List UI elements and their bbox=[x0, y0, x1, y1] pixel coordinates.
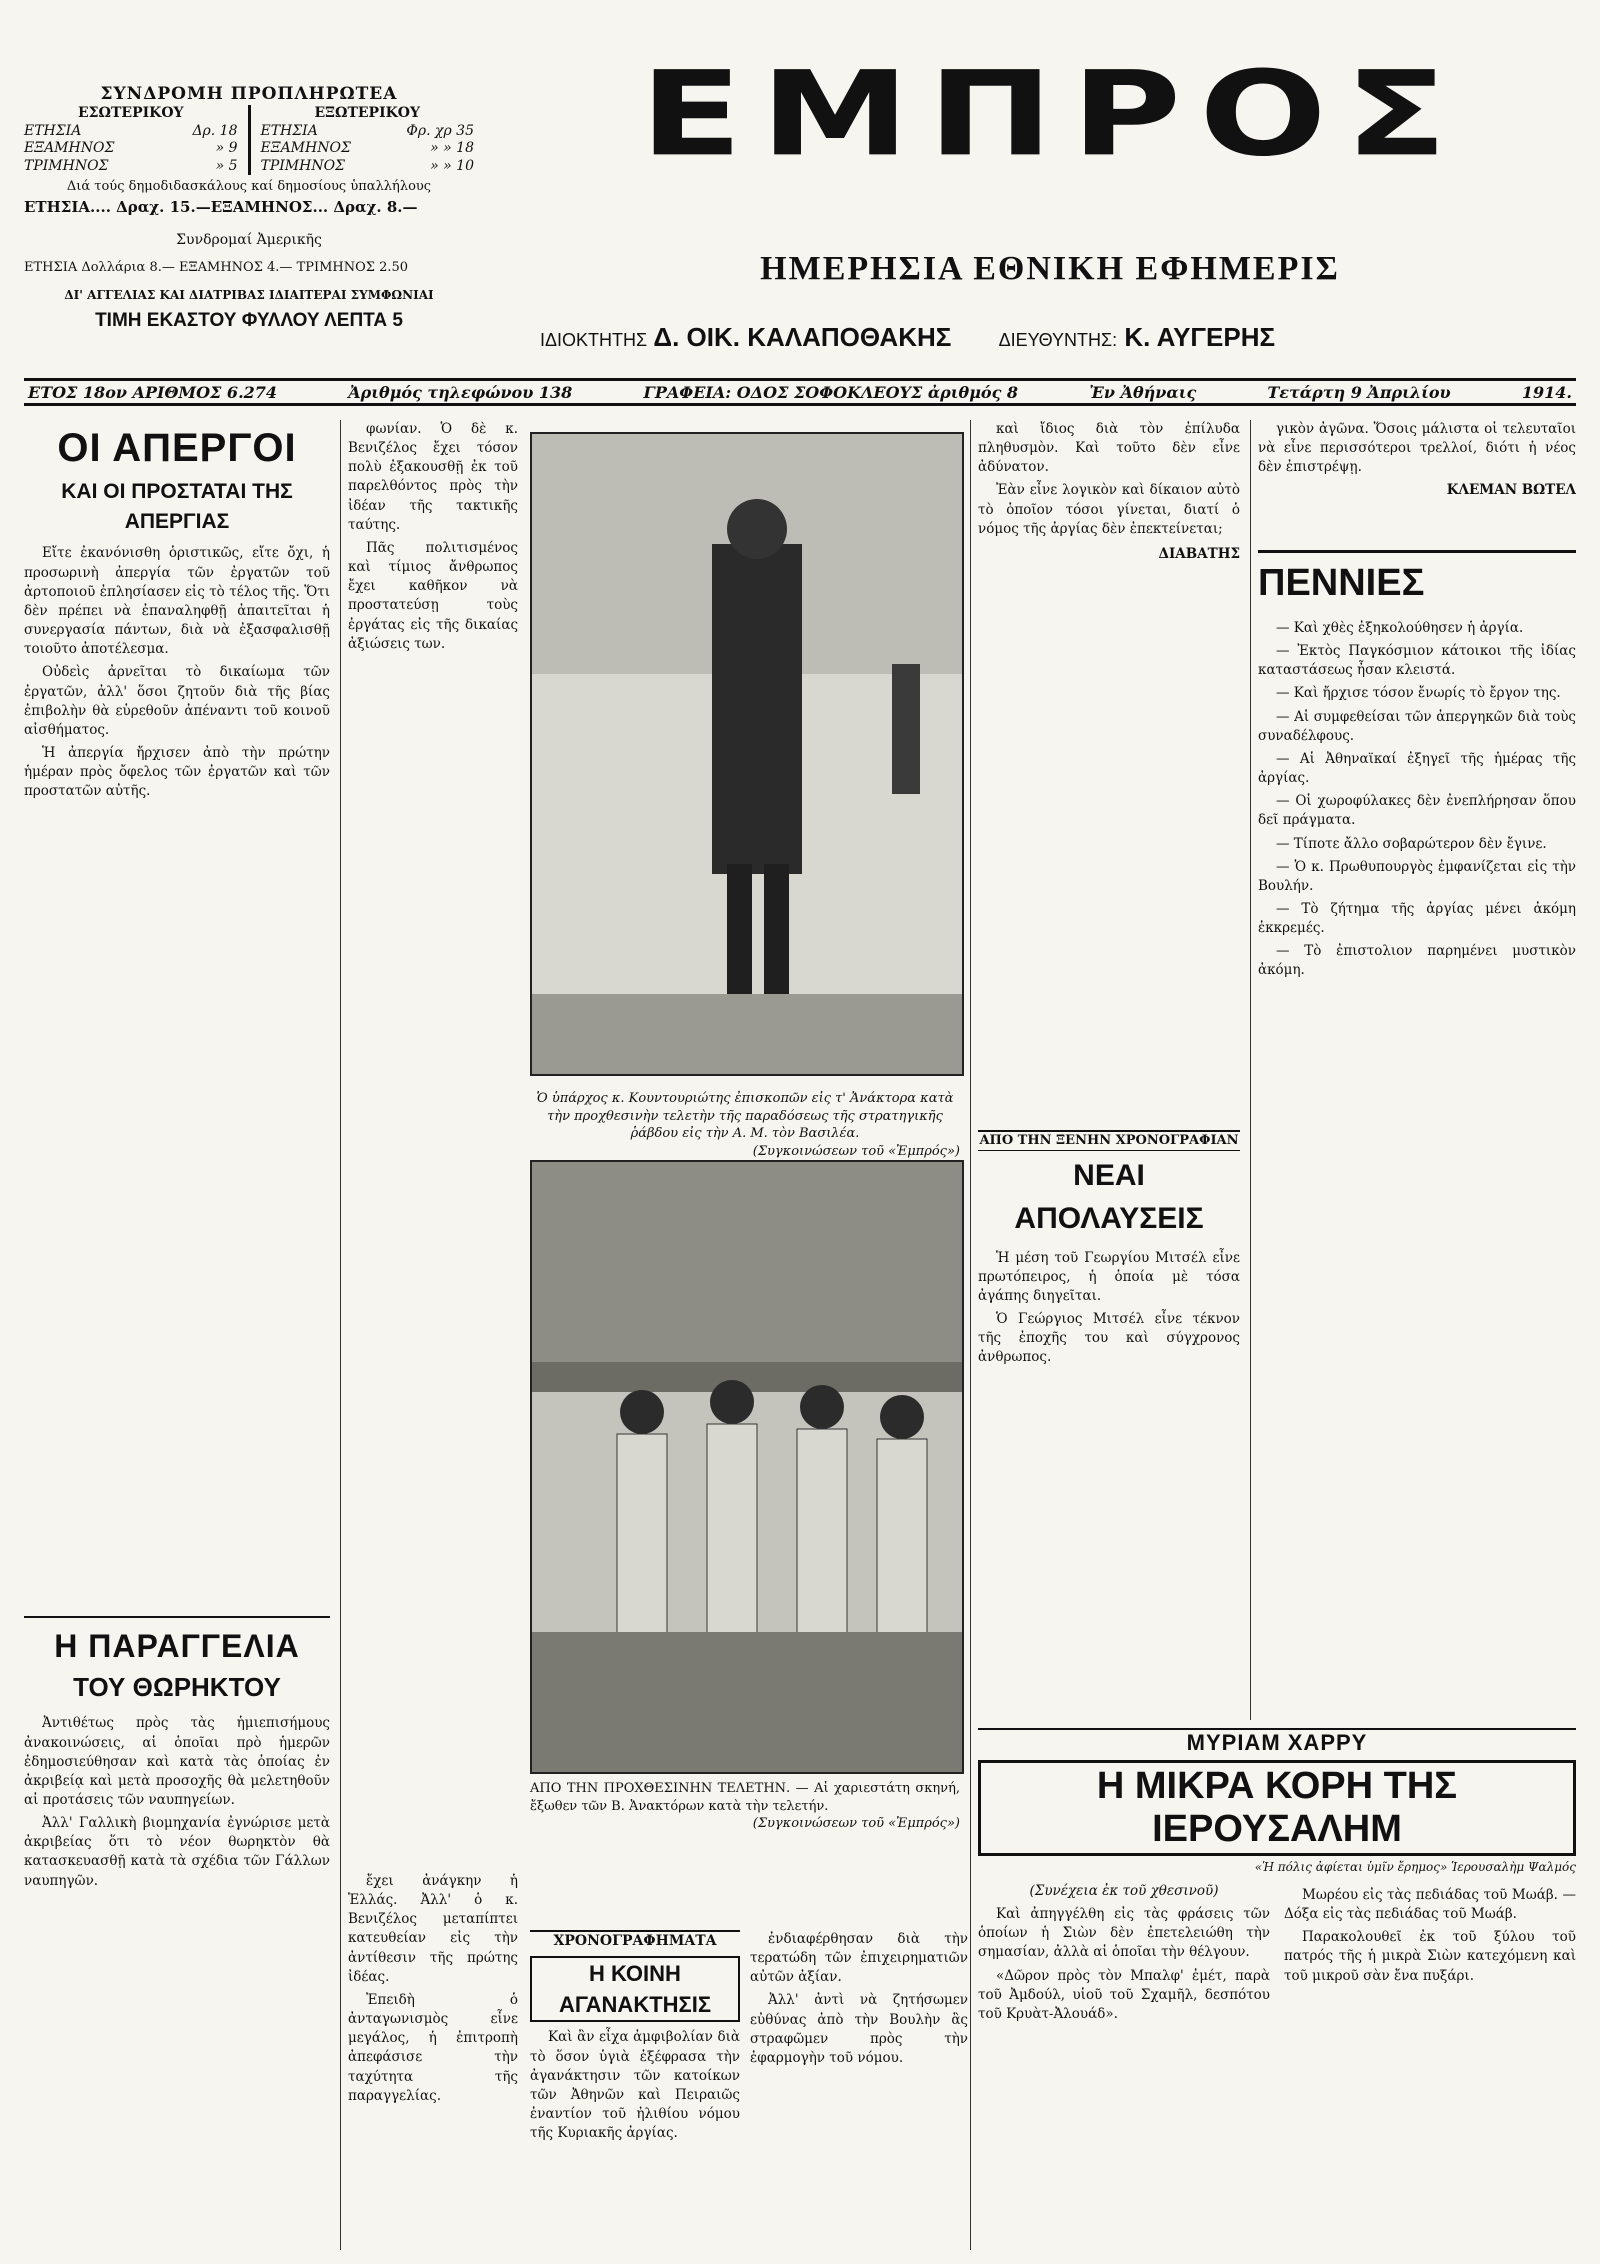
row-label: ΕΤΗΣΙΑ bbox=[260, 122, 318, 139]
director-name: Κ. ΑΥΓΕΡΗΣ bbox=[1124, 322, 1276, 352]
pennies-list bbox=[1258, 619, 1576, 981]
row-price: » » 10 bbox=[430, 157, 474, 174]
list-item: — Καὶ ἤρχισε τόσον ἔνωρίς τὸ ἔργον της. bbox=[1276, 685, 1561, 702]
guards-group-icon bbox=[532, 1162, 962, 1772]
america-prices: ΕΤΗΣΙΑ Δολλάρια 8.— ΕΞΑΜΗΝΟΣ 4.— ΤΡΙΜΗΝΟΣ 2.50 bbox=[24, 259, 409, 275]
exterior-row bbox=[261, 123, 475, 141]
row-label: ΕΞΑΜΗΝΟΣ bbox=[24, 140, 115, 157]
paragraph: Ἀλλ' ἀντὶ νὰ ζητήσωμεν εὐθύνας ἀπὸ τὴν Βουλὴν ἂς στραφῶμεν πρὸς τὴν ἐφαρμογὴν τοῦ νόμου. bbox=[750, 1992, 968, 2066]
column-divider bbox=[1250, 420, 1251, 1720]
article-subtitle: ΚΑΙ ΟΙ ΠΡΟΣΤΑΤΑΙ ΤΗΣ ΑΠΕΡΓΙΑΣ bbox=[61, 479, 293, 533]
subscription-prices bbox=[24, 105, 474, 175]
article-title: Η ΠΑΡΑΓΓΕΛΙΑ bbox=[54, 1628, 300, 1664]
list-item: — Αἱ Ἀθηναϊκαί ἐξηγεῖ τῆς ἡμέρας τῆς ἀργίας. bbox=[1258, 750, 1576, 787]
paragraph: Ὁ Γεώργιος Μιτσέλ εἶνε τέκνον τῆς ἐποχῆς του καὶ σύγχρονος ἀνθρωπος. bbox=[978, 1311, 1240, 1366]
column-divider bbox=[970, 420, 971, 2250]
novel-title: Η ΜΙΚΡΑ ΚΟΡΗ ΤΗΣ ΙΕΡΟΥΣΑΛΗΜ bbox=[978, 1760, 1576, 1856]
paragraph: Παρακολουθεῖ ἐκ τοῦ ξύλου τοῦ πατρός τῆς ἡ μικρὰ Σιὼν κατεχόμενη καὶ τοῦ μικροῦ σὰν ἔνα πυξάρι. bbox=[1284, 1929, 1576, 1984]
list-item: — Ἐκτὸς Παγκόσμιον κάτοικοι τῆς ἰδίας καταστάσεως ἦσαν κλειστά. bbox=[1258, 643, 1576, 679]
exterior-row bbox=[261, 158, 475, 176]
list-item: — Τὸ ζήτημα τῆς ἀργίας μένει ἀκόμη ἐκκρεμές. bbox=[1258, 900, 1576, 937]
article-title: Η ΚΟΙΝΗ ΑΓΑΝΑΚΤΗΣΙΣ bbox=[530, 1956, 740, 2022]
date: Τετάρτη 9 Ἀπριλίου bbox=[1267, 382, 1451, 402]
list-item: — Αἱ συμφεθείσαι τῶν ἀπεργηκῶν διὰ τοὺς συναδέλφους. bbox=[1258, 708, 1576, 744]
office-address: ΓΡΑΦΕΙΑ: ΟΔΟΣ ΣΟΦΟΚΛΕΟΥΣ ἀριθμός 8 bbox=[643, 382, 1019, 402]
article-title: ΠΕΝΝΙΕΣ bbox=[1258, 550, 1576, 611]
price-line: ΤΙΜΗ ΕΚΑΣΤΟΥ ΦΥΛΛΟΥ ΛΕΠΤΑ 5 bbox=[95, 310, 403, 331]
interior-prices bbox=[24, 105, 238, 175]
place: Ἐν Ἀθήναις bbox=[1089, 382, 1197, 402]
caption-text: Ὁ ὑπάρχος κ. Κουντουριώτης ἐπισκοπῶν εἰς τ' Ἀνάκτορα κατὰ τὴν προχθεσινὴν τελετὴν τῆς παραδόσεως τῆς στρατηγικῆς ῥάβδου εἰς τὴν Α. Μ. τὸν Βασιλέα. bbox=[536, 1091, 954, 1142]
photo-guards bbox=[530, 1160, 964, 1774]
paragraph: Πᾶς πολιτισμένος καὶ τίμιος ἄνθρωπος ἔχει καθῆκον νὰ προστατεύσῃ τοὺς ἐργάτας εἰς τῆς δικαίας ἀξιώσεις των. bbox=[348, 539, 518, 652]
exterior-prices bbox=[261, 105, 475, 175]
teachers-line: Διά τούς δημοδιδασκάλους καί δημοσίους ὑπαλλήλους bbox=[66, 179, 432, 195]
caption-credit: (Συγκοινώσεων τοῦ «Ἐμπρός») bbox=[752, 1143, 960, 1159]
ads-line: ΔΙ' ΑΓΓΕΛΙΑΣ ΚΑΙ ΔΙΑΤΡΙΒΑΣ ΙΔΙΑΙΤΕΡΑΙ ΣΥΜΦΩΝΙΑΙ bbox=[64, 288, 434, 302]
signature: ΔΙΑΒΑΤΗΣ bbox=[1158, 545, 1240, 562]
col4-bottom bbox=[750, 1930, 968, 2250]
paragraph: καὶ ἴδιος διὰ τὸν ἐπίλυδα πληθυσμὸν. Καὶ τοῦτο δὲν εἶνε ἀδύνατον. bbox=[978, 421, 1240, 476]
interior-row bbox=[24, 140, 238, 158]
paragraph: φωνίαν. Ὁ δὲ κ. Βενιζέλος ἔχει τόσον πολὺ ἐξακουσθῇ ἐκ τοῦ παρελθόντος πρὸς τὴν ἰδέαν τῆς τακτικῆς ταύτης. bbox=[348, 421, 518, 533]
paragraph: Ἐπειδὴ ὁ ἀνταγωνισμὸς εἶνε μεγάλος, ἡ ἐπιτροπὴ ἀπεφάσισε τὴν ταχύτητα τῆς παραγγελίας. bbox=[348, 1991, 518, 2104]
row-label: ΤΡΙΜΗΝΟΣ bbox=[24, 157, 109, 174]
paragraph: Ἀντιθέτως πρὸς τὰς ἡμιεπισήμους ἀνακοινώσεις, αἱ ὁποῖαι πρὸ ἡμερῶν ἐδημοσιεύθησαν καὶ κατὰ τὰς ὁποίας ἐν ἀκριβείᾳ καὶ μετὰ προσοχῆς θὰ μελετηθοῦν αἱ προτάσεις τῶν ναυπηγείων. bbox=[24, 1715, 330, 1808]
subscription-title: ΣΥΝΔΡΟΜΗ ΠΡΟΠΛΗΡΩΤΕΑ bbox=[100, 84, 398, 104]
signature: ΚΛΕΜΑΝ ΒΩΤΕΛ bbox=[1446, 482, 1576, 499]
divider bbox=[248, 105, 251, 175]
novel-continued: (Συνέχεια ἐκ τοῦ χθεσινοῦ) bbox=[1029, 1883, 1219, 1899]
list-item: — Οἱ χωροφύλακες δὲν ἐνεπλήρησαν ὅπου δεῖ πράγματα. bbox=[1258, 793, 1576, 829]
paragraph: Ἐὰν εἶνε λογικὸν καὶ δίκαιον αὐτὸ τὸ ὁποῖον τόσοι γίνεται, διατί ὁ νόμος τῆς ἀργίας δὲν ἐπεκτείνεται; bbox=[978, 482, 1240, 537]
novel-body bbox=[978, 1882, 1576, 2028]
masthead-subtitle: ΗΜΕΡΗΣΙΑ ΕΘΝΙΚΗ ΕΦΗΜΕΡΙΣ bbox=[760, 250, 1340, 287]
row-price: » » 18 bbox=[430, 140, 474, 157]
article-strikers bbox=[24, 420, 330, 1580]
row-price: » 5 bbox=[215, 157, 238, 174]
section-label: ΑΠΟ ΤΗΝ ΞΕΝΗΝ ΧΡΟΝΟΓΡΑΦΙΑΝ bbox=[978, 1130, 1240, 1151]
caption-text: ΑΠΟ ΤΗΝ ΠΡΟΧΘΕΣΙΝΗΝ ΤΕΛΕΤΗΝ. — Αἱ χαριεστάτη σκηνή, ἔξωθεν τῶν Β. Ἀνακτόρων κατὰ τὴν τελετήν. bbox=[530, 1781, 960, 1814]
subscription-box bbox=[24, 84, 474, 333]
row-label: ΕΤΗΣΙΑ bbox=[24, 122, 82, 139]
photo-admiral-caption bbox=[530, 1090, 960, 1160]
paragraph: ἐνδιαφέρθησαν διὰ τὴν τερατώδη τῶν ἐπιχειρηματιῶν αὐτῶν ἀξίαν. bbox=[750, 1931, 968, 1986]
paragraph: ἔχει ἀνάγκην ἡ Ἑλλάς. Ἀλλ' ὁ κ. Βενιζέλος μεταπίπτει κατευθείαν εἰς τὴν ἀντίθεσιν τῆς πρώτης ἰδέας. bbox=[348, 1873, 518, 1985]
list-item: — Τὸ ἐπιστολιον παρημένει μυστικὸν ἀκόμη. bbox=[1258, 943, 1576, 979]
novel-column bbox=[978, 1882, 1270, 2028]
row-price: Δρ. 18 bbox=[192, 122, 238, 139]
director-label: ΔΙΕΥΘΥΝΤΗΣ: bbox=[998, 330, 1118, 350]
exterior-row bbox=[261, 140, 475, 158]
paragraph: Καὶ ἀπηγγέλθη εἰς τὰς φράσεις τῶν ὁποίων ἡ Σιὼν δὲν ἐπετελειώθη τὴν σημασίαν, ἀλλὰ αἱ ὁποῖαι τὴν θέλγουν. bbox=[978, 1906, 1270, 1961]
exterior-label: ΕΞΩΤΕΡΙΚΟΥ bbox=[314, 105, 420, 122]
list-item: — Ὁ κ. Πρωθυπουργὸς ἐμφανίζεται εἰς τὴν Βουλήν. bbox=[1258, 858, 1576, 894]
issue-number: ΕΤΟΣ 18ον ΑΡΙΘΜΟΣ 6.274 bbox=[28, 382, 278, 402]
row-label: ΕΞΑΜΗΝΟΣ bbox=[260, 140, 351, 157]
paragraph: Ἀλλ' Γαλλικὴ βιομηχανία ἐγνώρισε μετὰ ἀκριβείας ὅτι τὸ νέον θωρηκτὸν θὰ κατασκευασθῇ κατὰ τὰ σχέδια τῶν Γάλλων ναυπηγῶν. bbox=[24, 1815, 330, 1889]
novel-tagline: «Ἡ πόλις ἀφίεται ὑμῖν ἔρημος» Ἱερουσαλὴμ Ψαλμός bbox=[1254, 1860, 1576, 1874]
row-label: ΤΡΙΜΗΝΟΣ bbox=[260, 157, 345, 174]
article-title: ΟΙ ΑΠΕΡΓΟΙ bbox=[57, 426, 297, 470]
foreign-chronicle bbox=[978, 1130, 1240, 1650]
column-divider bbox=[340, 420, 341, 2250]
paragraph: γικὸν ἀγῶνα. Ὅσοις μάλιστα οἱ τελευταῖοι νὰ εἶνε περισσότεροι τρελλοί, διότι ἡ νέος δὲν ἐπιστρέψῃ. bbox=[1258, 421, 1576, 476]
owner-line bbox=[540, 322, 1580, 353]
masthead bbox=[640, 46, 1466, 200]
teachers-prices: ΕΤΗΣΙΑ.... Δραχ. 15.—ΕΞΑΜΗΝΟΣ... Δραχ. 8.— bbox=[24, 197, 418, 216]
caption-credit: (Συγκοινώσεων τοῦ «Ἐμπρός») bbox=[752, 1816, 960, 1832]
photo-admiral bbox=[530, 432, 964, 1076]
phone-number: Ἀριθμός τηλεφώνου 138 bbox=[348, 382, 573, 402]
col4-top bbox=[978, 420, 1240, 1100]
list-item: — Καὶ χθὲς ἐξηκολούθησεν ἡ ἀργία. bbox=[1276, 619, 1524, 636]
article-title: ΝΕΑΙ ΑΠΟΛΑΥΣΕΙΣ bbox=[1014, 1159, 1204, 1236]
photo-guards-caption bbox=[530, 1780, 960, 1833]
article-greeks bbox=[348, 420, 518, 1600]
paragraph: Ἡ ἀπεργία ἤρχισεν ἀπὸ τὴν πρώτην ἡμέραν πρὸς ὄφελος τῶν ἐργατῶν καὶ τῶν προστατῶν αὐτῆς. bbox=[24, 744, 330, 800]
owner-label: ΙΔΙΟΚΤΗΤΗΣ bbox=[540, 330, 648, 350]
paragraph: Εἴτε ἐκανόνισθη ὁριστικῶς, εἴτε ὄχι, ἡ προσωρινὴ ἀπεργία τῶν ἐργατῶν τοῦ ἀρτοποιοῦ ἐπλησίασεν εἰς τὸ τέλος τῆς. Ὅτι δὲν πρέπει νὰ ἐπαναληφθῇ ἀπαιτεῖται ἡ συνεργασία πάντων, διὰ νὰ ἐξασφαλισθῇ τοιοῦτο ἀποτέλεσμα. bbox=[24, 545, 330, 658]
divider bbox=[24, 1616, 330, 1618]
paragraph: Ἡ μέση τοῦ Γεωργίου Μιτσέλ εἶνε πρωτόπειρος, ἡ ὁποία μὲ τόσα ἀγάπης διηγεῖται. bbox=[978, 1249, 1240, 1304]
paragraph: Οὐδεὶς ἀρνεῖται τὸ δικαίωμα τῶν ἐργατῶν, ἀλλ' ὅσοι ζητοῦν διὰ τῆς βίας ἐπιβολὴν θὰ εὑρεθοῦν ἀπέναντι τοῦ κοινοῦ αἰσθήματος. bbox=[24, 664, 330, 738]
article-subtitle: ΤΟΥ ΘΩΡΗΚΤΟΥ bbox=[73, 1672, 281, 1703]
year: 1914. bbox=[1521, 382, 1572, 402]
novel-author: ΜΥΡΙΑΜ ΧΑΡΡΥ bbox=[978, 1728, 1576, 1756]
col5-top bbox=[1258, 420, 1576, 560]
interior-label: ΕΣΩΤΕΡΙΚΟΥ bbox=[77, 105, 184, 122]
row-price: Φρ. χρ 35 bbox=[406, 122, 474, 139]
novel-column bbox=[1284, 1882, 1576, 2028]
admiral-figure-icon bbox=[532, 434, 962, 1074]
paragraph: «Δῶρον πρὸς τὸν Μπαλφ' ἐμέτ, παρὰ τοῦ Ἀμδούλ, υἱοῦ τοῦ Σχαμῆλ, δεσπότου τοῦ Κρυὰτ-Ἀλουάδ». bbox=[978, 1967, 1270, 2022]
paragraph: Μωρέου εἰς τὰς πεδιάδας τοῦ Μωάβ. — Δόξα εἰς τὰς πεδιάδας τοῦ Μωάβ. bbox=[1284, 1887, 1576, 1923]
row-price: » 9 bbox=[215, 140, 238, 157]
col3-bottom bbox=[348, 1872, 518, 2252]
owner-name: Δ. ΟΙΚ. ΚΑΛΑΠΟΘΑΚΗΣ bbox=[653, 322, 952, 352]
novel bbox=[978, 1728, 1576, 2028]
dateline bbox=[24, 378, 1576, 406]
chronography bbox=[530, 1930, 740, 2250]
pennies-column bbox=[1258, 550, 1576, 1330]
list-item: — Τίποτε ἄλλο σοβαρώτερον δὲν ἔγινε. bbox=[1276, 835, 1547, 852]
america-label: Συνδρομαί Ἀμερικῆς bbox=[176, 232, 322, 249]
section-label: ΧΡΟΝΟΓΡΑΦΗΜΑΤΑ bbox=[530, 1930, 740, 1952]
masthead-title: ΕΜΠΡΟΣ bbox=[640, 46, 1466, 183]
interior-row bbox=[24, 158, 238, 176]
article-order bbox=[24, 1610, 330, 2250]
interior-row bbox=[24, 123, 238, 141]
paragraph: Καὶ ἂν εἶχα ἀμφιβολίαν διὰ τὸ ὅσον ὑγιὰ ἐξέφρασα τὴν ἀγανάκτησιν τῶν κατοίκων τῶν Ἀθηνῶν καὶ Πειραιῶς ἐναντίον τοῦ ἠλιθίου νόμου τῆς Κυριακῆς ἀργίας. bbox=[530, 2029, 740, 2142]
